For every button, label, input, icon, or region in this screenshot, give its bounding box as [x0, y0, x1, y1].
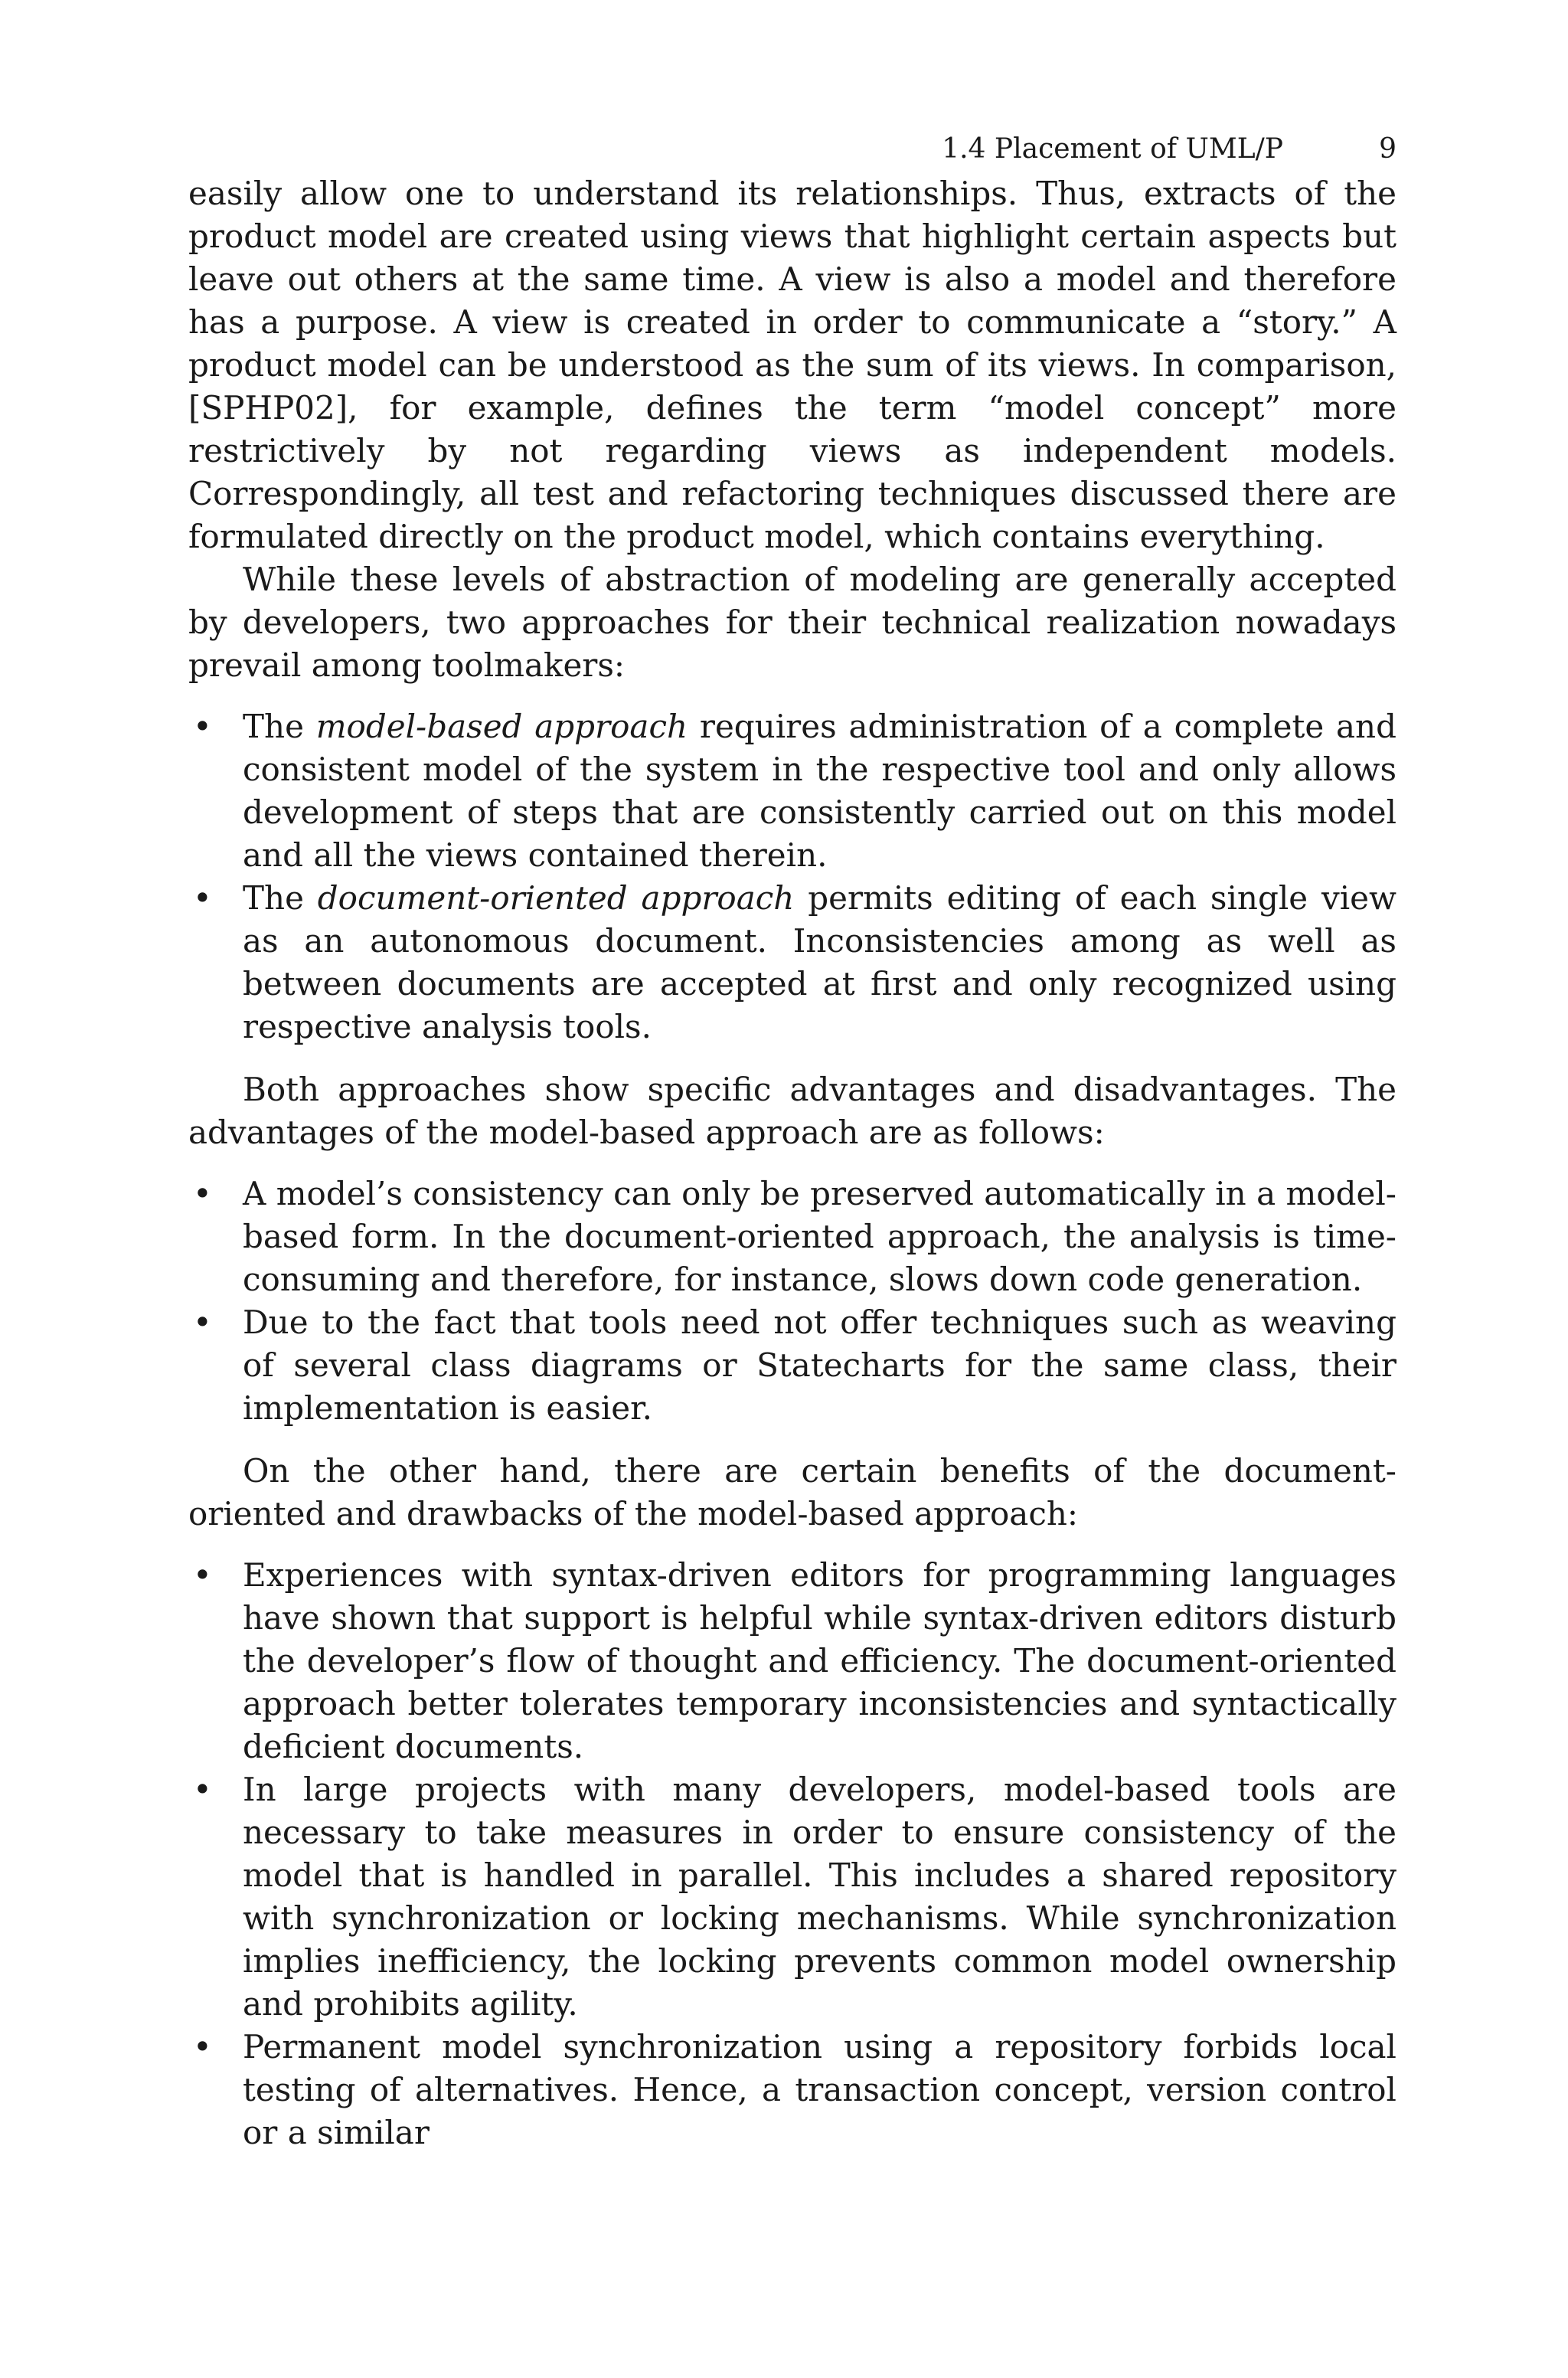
- paragraph-views: easily allow one to understand its relationships. Thus, extracts of the product model are created using views that highlight certain aspects but leave out others at the same time. A view is also a model and therefore has a purpose. A view is created in order to communicate a “story.” A product model can be understood as the sum of its views. In comparison, [SPHP02], for example, defines the term “model concept” more restrictively by not regarding views as independent models. Correspondingly, all test and refactoring techniques discussed there are formulated directly on the product model, which contains everything.: [188, 175, 1396, 555]
- approaches-list: [188, 705, 1396, 1048]
- list-item-text: requires administration of a complete and consistent model of the system in the respective tool and only allows development of steps that are consistently carried out on this model and all the views contained therein.: [243, 708, 1396, 874]
- list-item-model-based: [188, 705, 1396, 877]
- bullet-icon: •: [193, 1556, 212, 1594]
- list-item: [188, 1173, 1396, 1301]
- term-document-oriented-approach: document-oriented approach: [317, 879, 795, 917]
- running-head-section-title: 1.4 Placement of UML/P: [942, 133, 1283, 165]
- list-item: [188, 1768, 1396, 2026]
- list-item-lead: The: [243, 708, 316, 745]
- list-item-text: In large projects with many developers, model-based tools are necessary to take measures in order to ensure consistency of the model that is handled in parallel. This includes a shared repository with synchronization or locking mechanisms. While synchronization implies inefficiency, the locking prevents common model ownership and prohibits agility.: [243, 1771, 1396, 2023]
- list-item: [188, 1301, 1396, 1430]
- book-page: [188, 126, 1396, 2174]
- bullet-icon: •: [193, 1175, 212, 1212]
- advantages-list: [188, 1173, 1396, 1430]
- page-number: 9: [1379, 133, 1396, 165]
- bullet-icon: •: [193, 1771, 212, 1808]
- running-head: [188, 126, 1396, 172]
- list-item: [188, 2026, 1396, 2154]
- list-item-text: Experiences with syntax-driven editors for programming languages have shown that support is helpful while syntax-driven editors disturb the developer’s flow of thought and efficiency. The document-oriented approach better tolerates temporary inconsistencies and syntactically deficient documents.: [243, 1556, 1396, 1765]
- list-item-text: A model’s consistency can only be preserved automatically in a model-based form. In the document-oriented approach, the analysis is time-consuming and therefore, for instance, slows down code generation.: [243, 1175, 1396, 1298]
- paragraph-approaches-intro: While these levels of abstraction of modeling are generally accepted by developers, two approaches for their technical realization nowadays prevail among toolmakers:: [188, 561, 1396, 684]
- term-model-based-approach: model-based approach: [315, 708, 688, 745]
- list-item-text: permits editing of each single view as an autonomous document. Inconsistencies among as well as between documents are accepted at first and only recognized using respective analysis tools.: [243, 879, 1396, 1045]
- paragraph-advantages-intro: Both approaches show specific advantages and disadvantages. The advantages of the model-based approach are as follows:: [188, 1071, 1396, 1151]
- list-item: [188, 1554, 1396, 1768]
- benefits-drawbacks-list: [188, 1554, 1396, 2154]
- list-item-lead: The: [243, 879, 318, 917]
- list-item-text: Due to the fact that tools need not offer techniques such as weaving of several class diagrams or Statecharts for the same class, their implementation is easier.: [243, 1303, 1396, 1427]
- bullet-icon: •: [193, 1303, 212, 1341]
- body-text: [188, 172, 1396, 2154]
- paragraph-benefits-intro: On the other hand, there are certain benefits of the document-oriented and drawbacks of the model-based approach:: [188, 1452, 1396, 1532]
- list-item-text: Permanent model synchronization using a repository forbids local testing of alternatives. Hence, a transaction concept, version control or a similar: [243, 2028, 1396, 2151]
- bullet-icon: •: [193, 879, 212, 917]
- bullet-icon: •: [193, 708, 212, 745]
- list-item-document-oriented: [188, 877, 1396, 1048]
- bullet-icon: •: [193, 2028, 212, 2066]
